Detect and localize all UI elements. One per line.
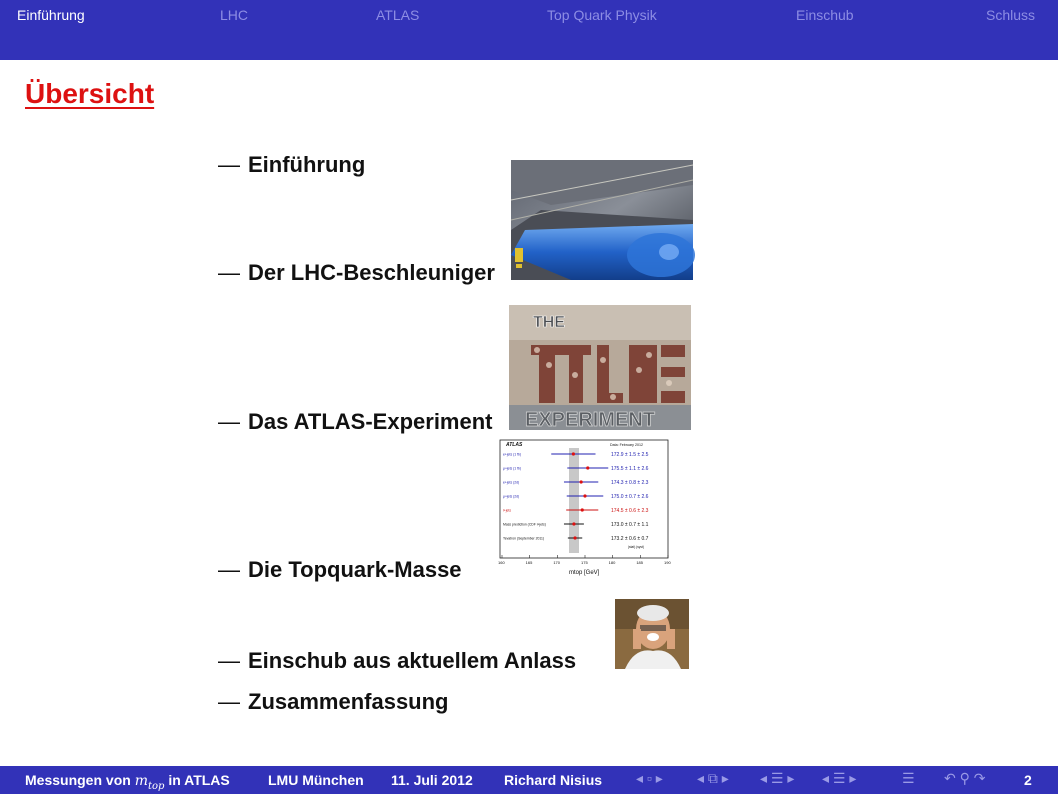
portrait-photo [615, 599, 689, 669]
slide-title: Übersicht [25, 78, 155, 109]
chart-row-label: e+jets (2d) [503, 480, 520, 485]
chart-point [573, 536, 576, 539]
chart-xtick-label: 165 [525, 560, 533, 565]
chart-atlas-label: ATLAS [506, 442, 523, 448]
nav-section-controls[interactable]: ◂ ☰ ▸ [822, 770, 857, 786]
chart-point [572, 522, 575, 525]
nav-frame-controls[interactable]: ◂ ⧉ ▸ [697, 770, 729, 786]
chart-xtick-label: 190 [664, 560, 671, 565]
chart-point [572, 452, 575, 455]
footer-author: Richard Nisius [504, 772, 603, 788]
chart-row-value: 175.5 ± 1.1 ± 2.6 [611, 465, 649, 472]
top-mass-summary-svg [497, 438, 670, 580]
chart-row-value: 174.5 ± 0.6 ± 2.3 [611, 507, 649, 514]
chart-row-value: 175.0 ± 0.7 ± 2.6 [611, 493, 649, 500]
chart-row-label: Tevatron (September 2011) [503, 536, 545, 541]
portrait-image [615, 599, 689, 669]
footer-talk-title [25, 772, 230, 792]
nav-item-einschub[interactable]: Einschub [796, 7, 854, 23]
chart-date-label: Data: February 2012 [610, 443, 643, 447]
chart-row-label: μ+jets (2d) [503, 494, 520, 499]
nav-subsection-controls[interactable]: ◂ ☰ ▸ [760, 770, 795, 786]
chart-row-value: 173.2 ± 0.6 ± 0.7 [611, 535, 649, 542]
chart-row-value: 172.9 ± 1.5 ± 2.5 [611, 451, 649, 458]
chart-point [581, 508, 584, 511]
outline-item-lhc: — Der LHC-Beschleuniger [218, 260, 495, 285]
chart-row-label: l+jets [503, 508, 512, 513]
chart-row-label: Mass prediction (CDF l+jets) [503, 522, 546, 527]
outline-item-label: Der LHC-Beschleuniger [248, 260, 495, 285]
nav-item-einfuehrung[interactable]: Einführung [17, 7, 85, 23]
outline-item-label: Einführung [248, 152, 366, 177]
page-number: 2 [1024, 772, 1032, 788]
outline-item-atlas: — Das ATLAS-Experiment [218, 409, 493, 434]
footer-title-prefix: Messungen von [25, 772, 131, 788]
footer-title-math [134, 773, 165, 792]
atlas-photo-the-text: THE [533, 314, 565, 331]
nav-document-icon[interactable]: ☰ [902, 770, 915, 786]
footer-title-suffix: in ATLAS [168, 772, 230, 788]
chart-xtick-label: 175 [581, 560, 588, 565]
chart-row-value: 173.0 ± 0.7 ± 1.1 [611, 521, 649, 528]
outline-item-topquark-masse: — Die Topquark-Masse [218, 557, 462, 582]
footer-title-math-sub: top [147, 780, 165, 792]
outline-item-zusammenfassung: — Zusammenfassung [218, 689, 449, 714]
lhc-tunnel-image [511, 160, 693, 280]
footer-title-math-var: m [134, 773, 148, 789]
chart-point [580, 480, 583, 483]
nav-slide-controls[interactable]: ◂ ▫ ▸ [636, 770, 663, 786]
slide-footer-bar [0, 766, 1058, 794]
chart-xtick-label: 180 [608, 560, 616, 565]
chart-row-label: e+jets (1 fb) [503, 452, 521, 457]
outline-item-label: Die Topquark-Masse [248, 557, 462, 582]
outline-item-einfuehrung: — Einführung [218, 152, 366, 177]
chart-xtick-label: 160 [498, 560, 505, 565]
nav-item-schluss[interactable]: Schluss [986, 7, 1036, 23]
outline-item-label: Zusammenfassung [248, 689, 449, 714]
lhc-tunnel-photo [511, 160, 693, 280]
nav-item-top-quark-physik[interactable]: Top Quark Physik [547, 7, 657, 23]
outline-item-label: Das ATLAS-Experiment [248, 409, 493, 434]
chart-xtick-label: 185 [636, 560, 644, 565]
nav-search-back-forward-icons[interactable]: ↶ ⚲ ↷ [944, 770, 986, 786]
top-mass-summary-chart [497, 438, 670, 580]
footer-institute: LMU München [268, 772, 364, 788]
outline-item-label: Einschub aus aktuellem Anlass [248, 648, 577, 673]
chart-row-value: 174.3 ± 0.8 ± 2.3 [611, 479, 649, 486]
chart-xtick-label: 170 [553, 560, 561, 565]
chart-stat-syst-legend: (stat) (syst) [628, 545, 644, 549]
section-navigation-bar [0, 0, 1058, 60]
chart-row-label: μ+jets (1 fb) [503, 466, 522, 471]
atlas-photo-experiment-text: EXPERIMENT [525, 409, 656, 431]
footer-date: 11. Juli 2012 [391, 772, 473, 788]
chart-point [583, 494, 586, 497]
atlas-group-image [509, 305, 691, 430]
outline-item-einschub: — Einschub aus aktuellem Anlass [218, 648, 577, 673]
chart-point [586, 466, 589, 469]
atlas-experiment-photo [509, 305, 691, 430]
nav-item-lhc[interactable]: LHC [220, 7, 249, 23]
nav-item-atlas[interactable]: ATLAS [376, 7, 420, 23]
chart-xlabel: mtop [GeV] [569, 570, 600, 576]
